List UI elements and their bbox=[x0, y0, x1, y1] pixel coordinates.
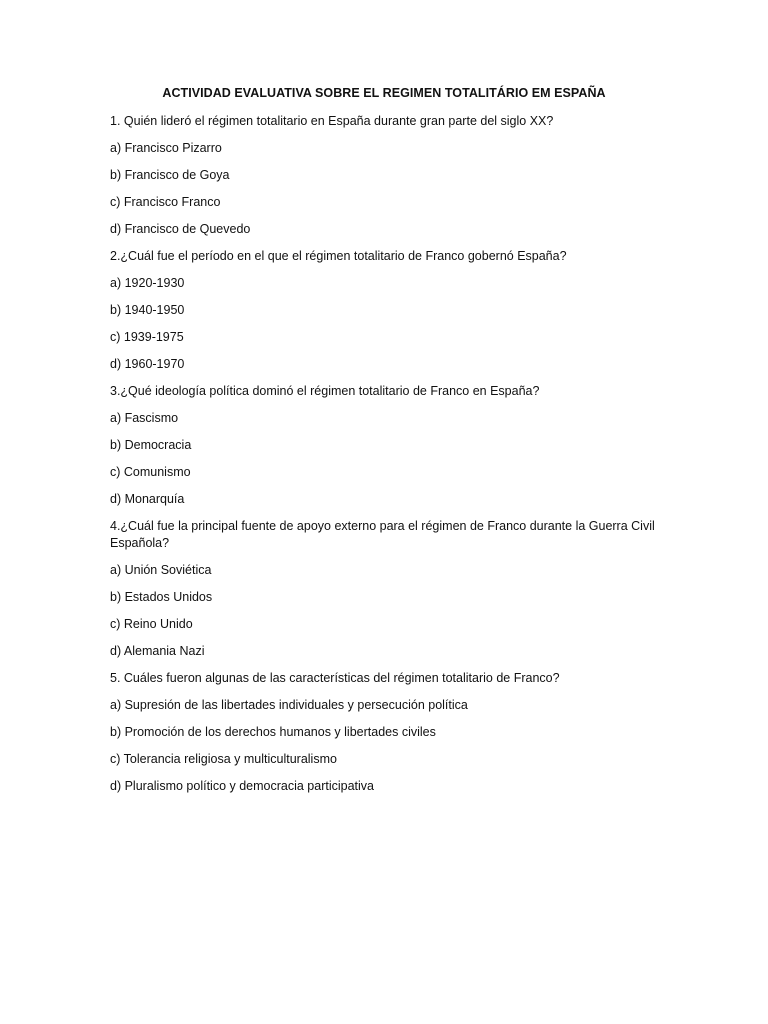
answer-option: c) Comunismo bbox=[110, 465, 191, 479]
answer-option: d) Monarquía bbox=[110, 492, 185, 506]
question-block bbox=[110, 113, 670, 238]
answer-option: b) Promoción de los derechos humanos y libertades civiles bbox=[110, 725, 436, 739]
question-text: 2.¿Cuál fue el período en el que el régimen totalitario de Franco gobernó España? bbox=[110, 249, 567, 263]
answer-option: d) Pluralismo político y democracia participativa bbox=[110, 779, 374, 793]
answer-option: a) Fascismo bbox=[110, 411, 179, 425]
answer-option: a) Francisco Pizarro bbox=[110, 141, 222, 155]
answer-option: d) Francisco de Quevedo bbox=[110, 222, 251, 236]
answer-option: a) 1920-1930 bbox=[110, 276, 185, 290]
answer-option: a) Supresión de las libertades individuales y persecución política bbox=[110, 698, 468, 712]
document-title: ACTIVIDAD EVALUATIVA SOBRE EL REGIMEN TOTALITÁRIO EM ESPAÑA bbox=[162, 86, 606, 100]
question-block bbox=[110, 383, 670, 508]
question-block bbox=[110, 670, 670, 795]
question-text: 1. Quién lideró el régimen totalitario en España durante gran parte del siglo XX? bbox=[110, 114, 554, 128]
answer-option: d) 1960-1970 bbox=[110, 357, 185, 371]
answer-option: c) 1939-1975 bbox=[110, 330, 184, 344]
question-text: 3.¿Qué ideología política dominó el régimen totalitario de Franco en España? bbox=[110, 384, 540, 398]
question-block bbox=[110, 518, 670, 660]
question-text: 5. Cuáles fueron algunas de las características del régimen totalitario de Franco? bbox=[110, 671, 560, 685]
answer-option: c) Francisco Franco bbox=[110, 195, 221, 209]
answer-option: b) Democracia bbox=[110, 438, 192, 452]
question-block bbox=[110, 248, 670, 373]
answer-option: b) Estados Unidos bbox=[110, 590, 213, 604]
question-text: 4.¿Cuál fue la principal fuente de apoyo externo para el régimen de Franco durante la Guerra Civil Española? bbox=[110, 519, 655, 550]
question-list bbox=[110, 113, 670, 805]
answer-option: b) Francisco de Goya bbox=[110, 168, 230, 182]
answer-option: a) Unión Soviética bbox=[110, 563, 212, 577]
answer-option: b) 1940-1950 bbox=[110, 303, 185, 317]
answer-option: d) Alemania Nazi bbox=[110, 644, 205, 658]
answer-option: c) Tolerancia religiosa y multiculturalismo bbox=[110, 752, 337, 766]
answer-option: c) Reino Unido bbox=[110, 617, 193, 631]
